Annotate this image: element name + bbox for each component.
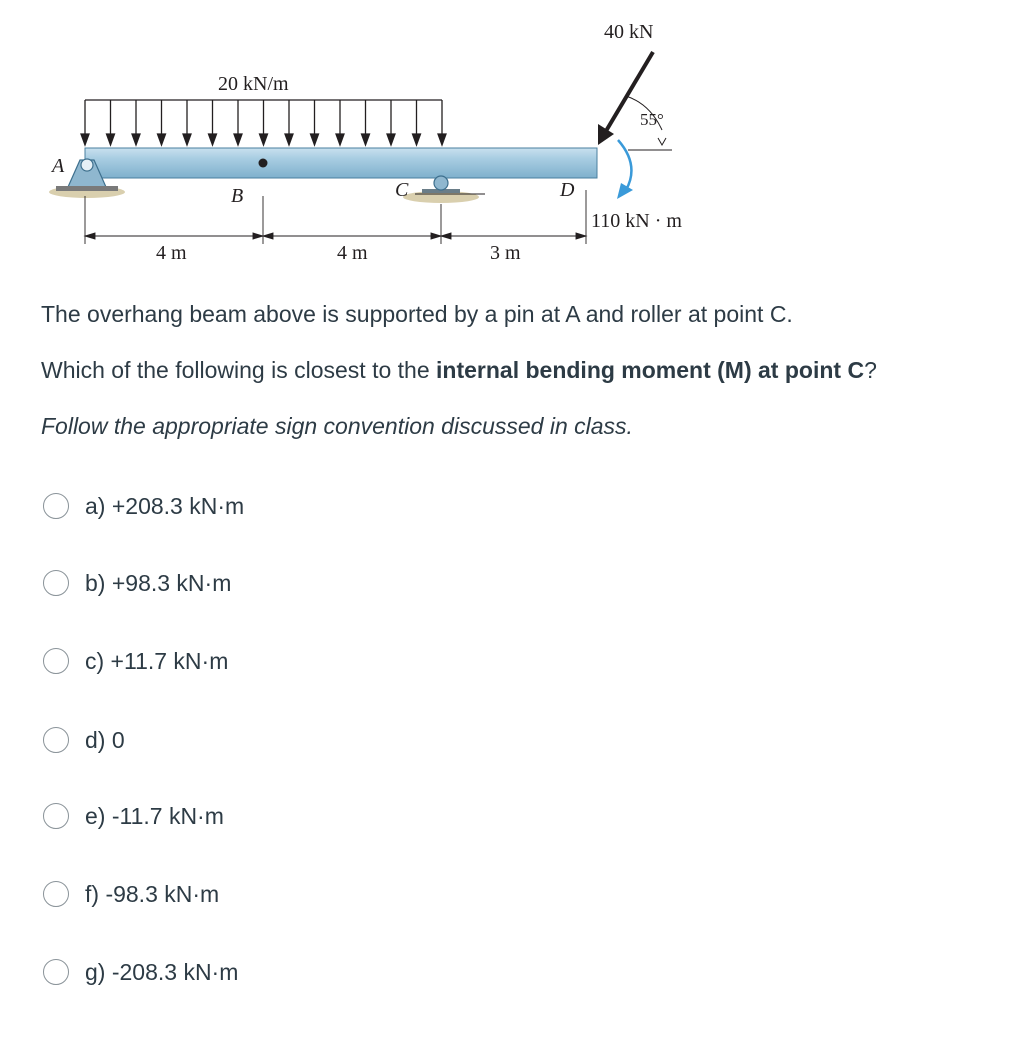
load-arrow-head	[285, 134, 293, 145]
load-arrow-head	[311, 134, 319, 145]
load-arrow-head	[81, 134, 89, 145]
question-line-2-post: ?	[864, 357, 877, 383]
question-line-2-bold: internal bending moment (M) at point C	[436, 357, 865, 383]
load-arrow-head	[438, 134, 446, 145]
question-line-2-pre: Which of the following is closest to the	[41, 357, 437, 383]
radio-button[interactable]	[43, 727, 69, 753]
radio-button[interactable]	[43, 648, 69, 674]
angle-label: 55°	[640, 110, 664, 129]
radio-button[interactable]	[43, 959, 69, 985]
option-label: g) -208.3 kN·m	[85, 958, 239, 985]
load-arrow-head	[260, 134, 268, 145]
option-label: d) 0	[85, 726, 125, 753]
load-arrow-head	[132, 134, 140, 145]
load-arrow-head	[209, 134, 217, 145]
option-b[interactable]	[43, 567, 231, 599]
option-label: f) -98.3 kN·m	[85, 880, 220, 907]
roller-support-c	[403, 176, 485, 203]
load-arrow-head	[362, 134, 370, 145]
option-label: e) -11.7 kN·m	[85, 802, 224, 829]
point-d-label: D	[560, 179, 575, 201]
option-f[interactable]	[43, 878, 219, 910]
force-arrow-40kn	[598, 52, 653, 145]
point-a-label: A	[52, 155, 65, 177]
load-arrow-head	[234, 134, 242, 145]
option-label: a) +208.3 kN·m	[85, 492, 245, 519]
beam-diagram	[0, 0, 1016, 280]
question-line-3: Follow the appropriate sign convention discussed in class.	[41, 413, 633, 439]
load-arrow-head	[107, 134, 115, 145]
option-d[interactable]	[43, 724, 125, 756]
load-arrow-head	[336, 134, 344, 145]
option-a[interactable]	[43, 490, 244, 522]
point-b-label: B	[231, 185, 244, 207]
dim-ab-label: 4 m	[156, 242, 187, 264]
load-arrow-head	[387, 134, 395, 145]
question-line-1: The overhang beam above is supported by a pin at A and roller at point C.	[41, 301, 793, 327]
option-g[interactable]	[43, 956, 238, 988]
radio-button[interactable]	[43, 803, 69, 829]
option-label: b) +98.3 kN·m	[85, 569, 232, 596]
beam	[85, 148, 597, 178]
option-e[interactable]	[43, 800, 224, 832]
point-b-marker	[259, 159, 268, 168]
moment-arrow	[617, 140, 633, 199]
load-arrow-head	[158, 134, 166, 145]
load-arrow-head	[183, 134, 191, 145]
option-label: c) +11.7 kN·m	[85, 647, 229, 674]
option-c[interactable]	[43, 645, 228, 677]
radio-button[interactable]	[43, 881, 69, 907]
radio-button[interactable]	[43, 570, 69, 596]
point-c-label: C	[395, 179, 409, 201]
dimension-lines	[85, 190, 586, 244]
dim-cd-label: 3 m	[490, 242, 521, 264]
force-label: 40 kN	[604, 21, 654, 43]
dim-bc-label: 4 m	[337, 242, 368, 264]
question-line-2	[41, 357, 877, 384]
radio-button[interactable]	[43, 493, 69, 519]
distributed-load-arrows	[81, 100, 446, 145]
moment-label: 110 kN · m	[591, 210, 682, 232]
distributed-load-label: 20 kN/m	[218, 73, 289, 95]
load-arrow-head	[413, 134, 421, 145]
